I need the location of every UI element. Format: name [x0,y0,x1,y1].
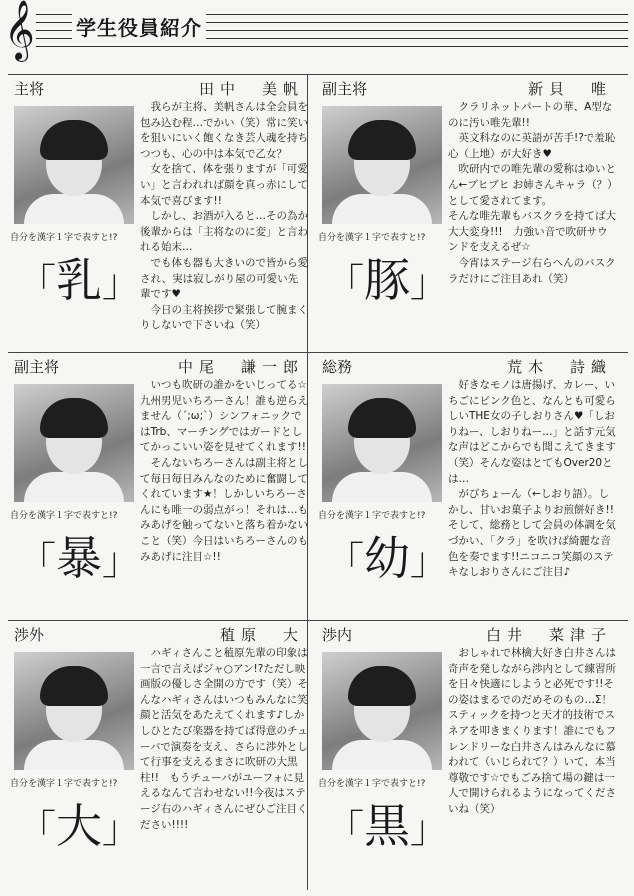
member-description: クラリネットパートの華、A型なのに汚い唯先輩!! 英文科なのに英語が苦手!?で羞恥心（上地）が大好き♥ 吹研内での唯先輩の愛称はゆいとん←ブヒブヒ お姉さんキャラ（？）として愛されてます。 そんな唯先輩もバスクラを持てば大大大変身!!! 力強い音で吹研サウンドを支えるぜ☆ 今宵はステージ右らへんのバスクラだけにご注目あれ（笑） [448,101,616,285]
member-kanji: 「黒」 [326,799,449,853]
member-name: 稙原 大 [219,626,304,644]
member-description: おしゃれで林檎大好き白井さんは奇声を発しながら渉内として練習所を日々快適にしようと必死です!!その姿はまるでのだめそのもの…Σ！スティックを持つと天才的技術でスネアを叩きまくります！誰にでもフレンドリーな白井さんはみんなに慕われて（いじられて？）いて、本当尊敬です☆でもごみ捨て場の鍵は一人で開けられるようになってくださいね（笑） [448,647,616,815]
member-role: 副主将 [322,80,368,98]
treble-clef-icon: 𝄞 [4,0,35,60]
member-name: 田中 美帆 [198,80,304,98]
member-kanji: 「豚」 [326,253,449,307]
member-name: 白井 菜津子 [485,626,612,644]
staff-line [36,46,628,47]
member-photo [14,652,134,770]
member-role: 渉外 [14,626,45,644]
kanji-question: 自分を漢字１字で表すと!? [10,779,118,789]
member-photo [322,106,442,224]
member-description: 好きなモノは唐揚げ、カレー、いちごにピンク色と、なんとも可愛らしいTHE女の子しおりさん♥「しおりねー、しおりねー…」と話す元気な声はどこからでも聞こえてきます（笑）そんな姿はとてもOver20とは… がびちょーん（←しおり語）。しかし、甘いお菓子よりお煎餅好き!!そして、総務として会員の体調を気づかい、「クラ」を吹けば綺麗な音色を奏でます!!ニコニコ笑顔のステキなしおりさんにご注目♪ [448,379,616,579]
page-header [0,0,634,70]
member-description: いつも吹研の誰かをいじってる☆九州男児いちろーさん！誰も逆らえません（´;ω;`）シンフォニックではTrb、マーチングではガードとしてかっこいい姿を見せてくれます!! そんないちろーさんは副主将として毎日毎日みんなのために奮闘してくれています★！しかしいちろーさんにも唯一の弱点がっ！それは…もみあげを触ってないと落ち着かないこと（笑）今日はいちろーさんのもみあげに注目☆!! [140,379,308,563]
page-title: 学生役員紹介 [72,12,206,41]
kanji-question: 自分を漢字１字で表すと!? [318,233,426,243]
member-description: ハギィさんこと稙原先輩の印象は一言で言えばジャ○アン!?ただし映画版の優しさ全開の方です（笑）そんなハギィさんはいつもみんなに笑顔と活気をあたえてくれます♪しかしひとたび楽器を持てば得意のチューバで演奏を支え、さらに渉外として行事を支えるまさに吹研の大黒柱!! もうチューバがユーフォに見えるなんて言わせない!!今夜はステージ右のハギィさんにぜひご注目ください!!!! [140,647,308,831]
member-card [316,74,620,352]
member-card [8,74,312,352]
member-kanji: 「幼」 [326,531,449,585]
member-photo [14,106,134,224]
member-role: 主将 [14,80,45,98]
member-card [316,352,620,620]
member-role: 渉内 [322,626,353,644]
member-kanji: 「大」 [18,799,141,853]
member-role: 総務 [322,358,353,376]
member-name: 新貝 唯 [527,80,612,98]
member-description: 我らが主将、美帆さんは全会員を包み込む程…でかい（笑）常に笑いを狙いにいく飽くなき芸人魂を持ちつつも、心の中は本気で乙女？ 女を捨て、体を張りますが「可愛い」と言われれば顔を真っ赤にして本気で喜びます!! しかし、お酒が入ると…その為か後輩からは「主将なのに変」と言われる始末… でも体も器も大きいので皆から愛され、実は寂しがり屋の可愛い先輩です♥ 今日の主将挨拶で緊張して腕まくりしないで下さいね（笑） [140,101,308,332]
member-card [316,620,620,890]
member-photo [322,384,442,502]
kanji-question: 自分を漢字１字で表すと!? [318,779,426,789]
kanji-question: 自分を漢字１字で表すと!? [10,511,118,521]
member-role: 副主将 [14,358,60,376]
member-card [8,620,312,890]
member-photo [14,384,134,502]
member-name: 中尾 謙一郎 [177,358,304,376]
member-card [8,352,312,620]
kanji-question: 自分を漢字１字で表すと!? [10,233,118,243]
member-kanji: 「暴」 [18,531,141,585]
member-name: 荒木 詩織 [506,358,612,376]
kanji-question: 自分を漢字１字で表すと!? [318,511,426,521]
member-photo [322,652,442,770]
member-kanji: 「乳」 [18,253,141,307]
